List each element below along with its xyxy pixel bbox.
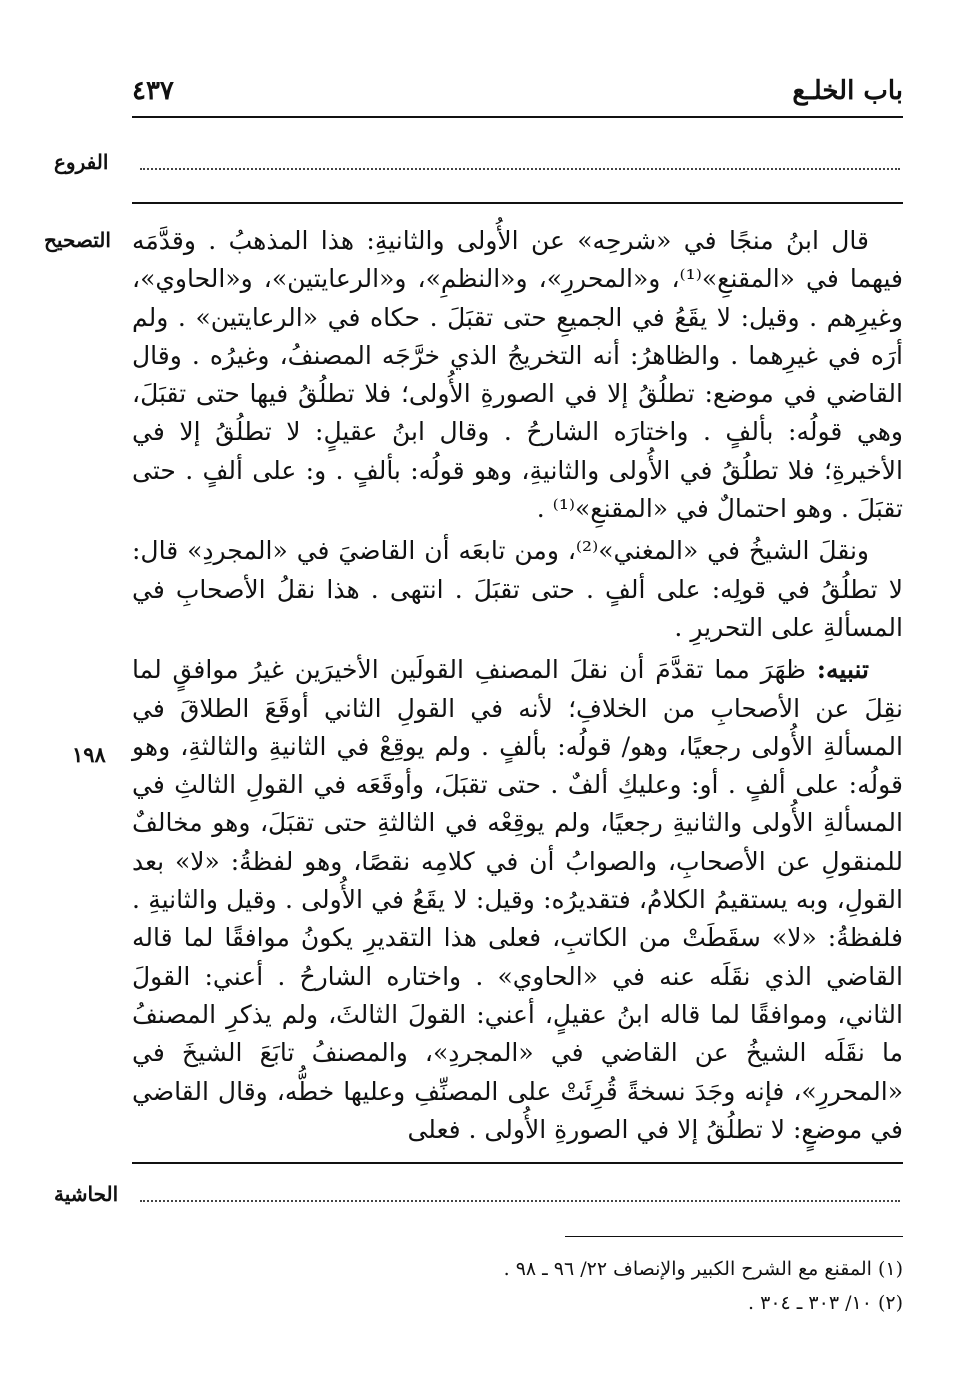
footnote-1: (١) المقنع مع الشرح الكبير والإنصاف ٢٢/ ٩٦ ـ ٩٨ . [503,1258,903,1280]
footnotes [132,1252,903,1320]
section-label-hashiya: الحاشية [54,1182,119,1206]
paragraph-3-text: ظهَرَ مما تقدَّمَ أن نقلَ المصنفِ القولَين الأخيرَين غيرُ موافقٍ لما نقِلَ عن الأصحابِ من الخلافِ؛ لأنه في القولِ الثاني أوقَعَ الطلاقَ في المسألةِ الأُولى رجعيًا، وهو/ قولُه: بألفٍ . ولم يوقِعْ في الثانيةِ والثالثةِ، وهو قولُه: على ألفٍ . أو: وعليكِ ألفٌ . حتى تقبَلَ، وأوقَعَه في القولِ الثالثِ في المسألةِ الأُولى والثانيةِ رجعيًا، ولم يوقِعْه في الثالثةِ حتى تقبَلَ، وهو مخالفٌ للمنقولِ عن الأصحابِ، والصوابُ أن في كلامِه نقصًا، وهو لفظةُ: «لا» بعد القولِ، وبه يستقيمُ الكلامُ، فتقديرُه: وقيل: لا يقَعُ في الأُولى . وقيل والثانيةِ . فلفظةُ: «لا» سقَطَتْ من الكاتبِ، فعلى هذا التقديرِ يكونُ موافقًا لما قاله القاضي الذي نقَلَه عنه في «الحاوي» . واختاره الشارحُ . أعني: القولَ الثاني، وموافقًا لما قاله ابنُ عقيلٍ، أعني: القولَ الثالثَ، ولم يذكرِ المصنفُ ما نقَلَه الشيخُ عن القاضي في «المجردِ»، والمصنفُ تابَعَ الشيخَ في «المحررِ»، فإنه وجَدَ نسخةً قُرِئَتْ على المصنِّفِ وعليها خطُّه، وقال القاضي في موضعٍ: لا تطلُقُ إلا في الصورةِ الأُولى . فعلى [132,655,903,1144]
header-rule [132,116,903,118]
tanbih-label: تنبيه: [816,655,870,685]
section-label-tashih: التصحيح [44,228,111,252]
body-end-rule [132,1162,903,1164]
section-label-furu: الفروع [54,150,109,174]
main-text [132,222,903,1149]
footnote-2: (٢) ١٠/ ٣٠٣ ـ ٣٠٤ . [748,1292,903,1314]
page-header [132,76,903,118]
margin-page-number: ١٩٨ [72,742,106,767]
footnote-rule [565,1236,903,1237]
furu-separator [132,202,903,204]
paragraph-1: قال ابنُ منجًا في «شرحِه» عن الأُولى والثانيةِ: هذا المذهبُ . وقدَّمَه فيهما في «المقنعِ»⁽¹⁾، و«المحررِ»، و«النظمِ»، و«الرعايتين»، و«الحاوي»، وغيرِهم . وقيل: لا يقَعُ في الجميعِ حتى تقبَلَ . حكاه في «الرعايتين» . ولم أرَه في غيرِهما . والظاهرُ: أنه التخريجُ الذي خرَّجَه المصنفُ، وغيرُه . وقال القاضي في موضع: تطلُقُ إلا في الصورةِ الأُولى؛ فلا تطلُقُ فيها حتى تقبَلَ، وهي قولُه: بألفٍ . واختارَه الشارحُ . وقال ابنُ عقيلٍ: لا تطلُقُ إلا في الأخيرةِ؛ فلا تطلُقُ في الأُولى والثانيةِ، وهو قولُه: بألفٍ . و: على ألفٍ . حتى تقبَلَ . وهو احتمالٌ في «المقنعِ»⁽¹⁾ . [132,226,903,524]
hashiya-dotted-line [140,1200,900,1202]
furu-dotted-line [140,168,900,170]
page-number: ٤٣٧ [132,76,174,106]
chapter-title: باب الخلـع [792,76,903,106]
paragraph-2: ونقلَ الشيخُ في «المغني»⁽²⁾، ومن تابعَه أن القاضيَ في «المجردِ» قال: لا تطلُقُ في قولِه: على ألفٍ . حتى تقبَلَ . انتهى . هذا نقلُ الأصحابِ في المسألةِ على التحريرِ . [132,536,903,642]
paragraph-3 [132,651,903,1149]
